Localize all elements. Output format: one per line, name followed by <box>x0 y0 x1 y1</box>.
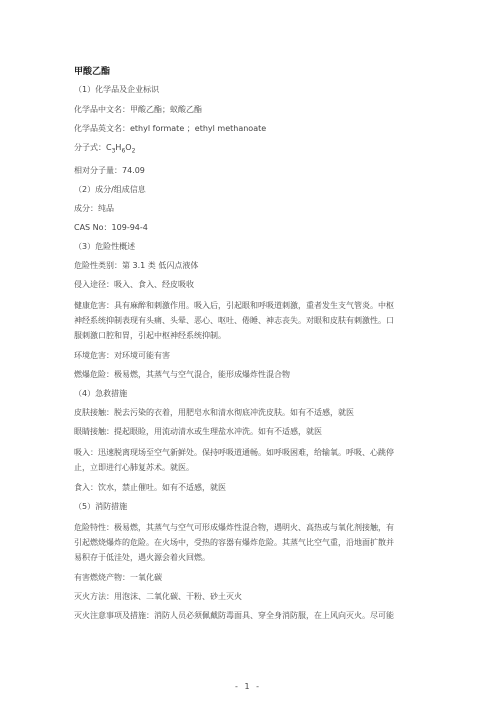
section-heading-5: （5）消防措施 <box>74 501 128 511</box>
fire-hazard <box>74 520 434 565</box>
molecular-formula <box>74 142 434 158</box>
fire-hazard-line: 引起燃烧爆炸的危险。在火场中，受热的容器有爆炸危险。其蒸气比空气重，沿地面扩散并 <box>74 537 394 547</box>
section-heading-2: （2）成分/组成信息 <box>74 184 146 194</box>
health-hazard-line: 服刺激口腔和胃，引起中枢神经系统抑制。 <box>74 330 226 340</box>
formula-label: 分子式： <box>74 143 106 152</box>
eye-contact: 眼睛接触：提起眼睑，用流动清水或生理盐水冲洗。如有不适感，就医 <box>74 426 322 436</box>
inhalation-line: 吸入：迅速脱离现场至空气新鲜处。保持呼吸道通畅。如呼吸困难，给输氧。呼吸、心跳停 <box>74 447 394 457</box>
environment-hazard: 环境危害：对环境可能有害 <box>74 350 170 360</box>
firefighting-precautions: 灭火注意事项及措施：消防人员必须佩戴防毒面具、穿全身消防服，在上风向灭火。尽可能 <box>74 610 394 620</box>
formula-o: O <box>125 143 132 152</box>
english-name: 化学品英文名：ethyl formate ；ethyl methanoate <box>74 124 267 133</box>
formula-c: C <box>106 143 112 152</box>
composition: 成分：纯品 <box>74 203 114 213</box>
formula-h-sub: 6 <box>121 147 126 155</box>
chinese-name: 化学品中文名：甲酸乙酯；蚁酸乙酯 <box>74 105 202 114</box>
fire-hazard-line: 易积存于低洼处，遇火源会着火回燃。 <box>74 552 210 562</box>
formula-c-sub: 3 <box>111 147 116 155</box>
section-heading-4: （4）急救措施 <box>74 388 128 398</box>
cas-number: CAS No：109-94-4 <box>74 222 148 232</box>
document-body <box>74 64 434 622</box>
section-heading-1: （1）化学品及企业标识 <box>74 85 160 94</box>
inhalation <box>74 445 434 475</box>
entry-routes: 侵入途径：吸入、食入、经皮吸收 <box>74 279 194 289</box>
inhalation-line: 止，立即进行心肺复苏术。就医。 <box>74 462 194 472</box>
hazard-class: 危险性类别：第 3.1 类 低闪点液体 <box>74 260 199 270</box>
page-number: - 1 - <box>235 682 261 691</box>
ingestion: 食入：饮水，禁止催吐。如有不适感，就医 <box>74 482 226 492</box>
health-hazard-line: 神经系统抑制表现有头痛、头晕、恶心、呕吐、倦睡、神志丧失。对眼和皮肤有刺激性。口 <box>74 315 394 325</box>
document-title: 甲酸乙酯 <box>74 67 111 77</box>
fire-hazard-line: 危险特性：极易燃，其蒸气与空气可形成爆炸性混合物，遇明火、高热或与氧化剂接触，有 <box>74 522 394 532</box>
molecular-weight: 相对分子量：74.09 <box>74 165 145 175</box>
combustion-products: 有害燃烧产物：一氧化碳 <box>74 572 162 582</box>
explosion-hazard: 燃爆危险：极易燃，其蒸气与空气混合，能形成爆炸性混合物 <box>74 369 290 379</box>
health-hazard-line: 健康危害：具有麻醉和刺激作用。吸入后，引起眼和呼吸道刺激，重者发生支气管炎。中枢 <box>74 300 394 310</box>
formula-h: H <box>115 143 122 152</box>
section-heading-3: （3）危险性概述 <box>74 241 136 251</box>
health-hazard <box>74 298 434 343</box>
skin-contact: 皮肤接触：脱去污染的衣着，用肥皂水和清水彻底冲洗皮肤。如有不适感，就医 <box>74 407 354 417</box>
formula-o-sub: 2 <box>131 147 136 155</box>
extinguishing-method: 灭火方法：用泡沫、二氧化碳、干粉、砂土灭火 <box>74 591 242 601</box>
